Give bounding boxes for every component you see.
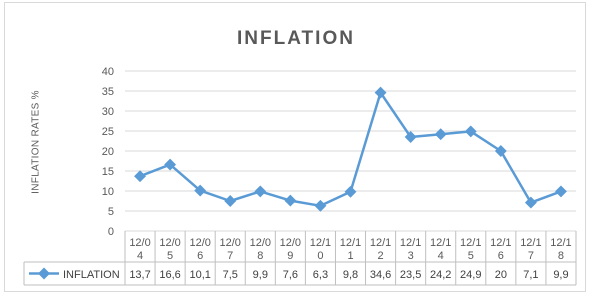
- data-table-value: 24,9: [460, 269, 482, 281]
- x-tick-label: 12/1 3: [399, 237, 422, 262]
- data-point: [134, 170, 146, 182]
- data-point: [224, 195, 236, 207]
- data-table-value: 9,9: [252, 269, 268, 281]
- data-point: [525, 197, 537, 209]
- x-tick-label: 12/1 2: [369, 237, 392, 262]
- y-tick-label: 0: [107, 226, 114, 238]
- x-tick-label: 12/1 5: [460, 237, 482, 262]
- x-tick-label: 12/0 7: [219, 237, 241, 262]
- legend-marker: [38, 268, 50, 280]
- data-point: [254, 185, 266, 197]
- data-table-value: 6,3: [312, 269, 329, 281]
- data-table-value: 7,6: [282, 269, 299, 281]
- y-tick-label: 35: [101, 86, 114, 98]
- data-table-value: 9,9: [553, 269, 569, 281]
- x-tick-label: 12/0 5: [159, 237, 181, 262]
- data-table-value: 9,8: [342, 269, 359, 281]
- y-tick-label: 15: [101, 166, 114, 178]
- x-tick-label: 12/1 4: [429, 237, 452, 262]
- data-point: [314, 200, 326, 212]
- x-tick-label: 12/1 8: [550, 237, 572, 262]
- data-table-value: 20: [494, 269, 507, 281]
- y-tick-label: 5: [107, 206, 114, 218]
- data-table-value: 7,5: [222, 269, 238, 281]
- x-tick-label: 12/0 4: [129, 237, 151, 262]
- y-tick-label: 30: [101, 106, 114, 118]
- data-table-value: 10,1: [189, 269, 211, 281]
- y-axis-label: INFLATION RATES %: [30, 90, 42, 194]
- x-tick-label: 12/0 6: [189, 237, 211, 262]
- legend-label: INFLATION: [63, 269, 120, 281]
- data-table-value: 34,6: [369, 269, 392, 281]
- x-tick-label: 12/1 6: [490, 237, 512, 262]
- x-tick-label: 12/0 9: [279, 237, 302, 262]
- x-tick-label: 12/1 1: [339, 237, 362, 262]
- data-table-value: 16,6: [159, 269, 181, 281]
- x-tick-label: 12/1 7: [520, 237, 542, 262]
- data-point: [555, 185, 567, 197]
- data-table-value: 24,2: [429, 269, 452, 281]
- data-point: [435, 128, 447, 140]
- data-table-value: 23,5: [399, 269, 422, 281]
- y-tick-label: 10: [101, 186, 114, 198]
- y-tick-label: 20: [101, 146, 114, 158]
- data-point: [284, 195, 296, 207]
- x-tick-label: 12/1 0: [309, 237, 332, 262]
- y-tick-label: 25: [101, 126, 114, 138]
- chart-title: INFLATION: [237, 28, 355, 49]
- y-tick-label: 40: [101, 66, 114, 78]
- x-tick-label: 12/0 8: [249, 237, 272, 262]
- data-point: [345, 186, 357, 198]
- data-table-value: 13,7: [129, 269, 151, 281]
- data-table-value: 7,1: [523, 269, 539, 281]
